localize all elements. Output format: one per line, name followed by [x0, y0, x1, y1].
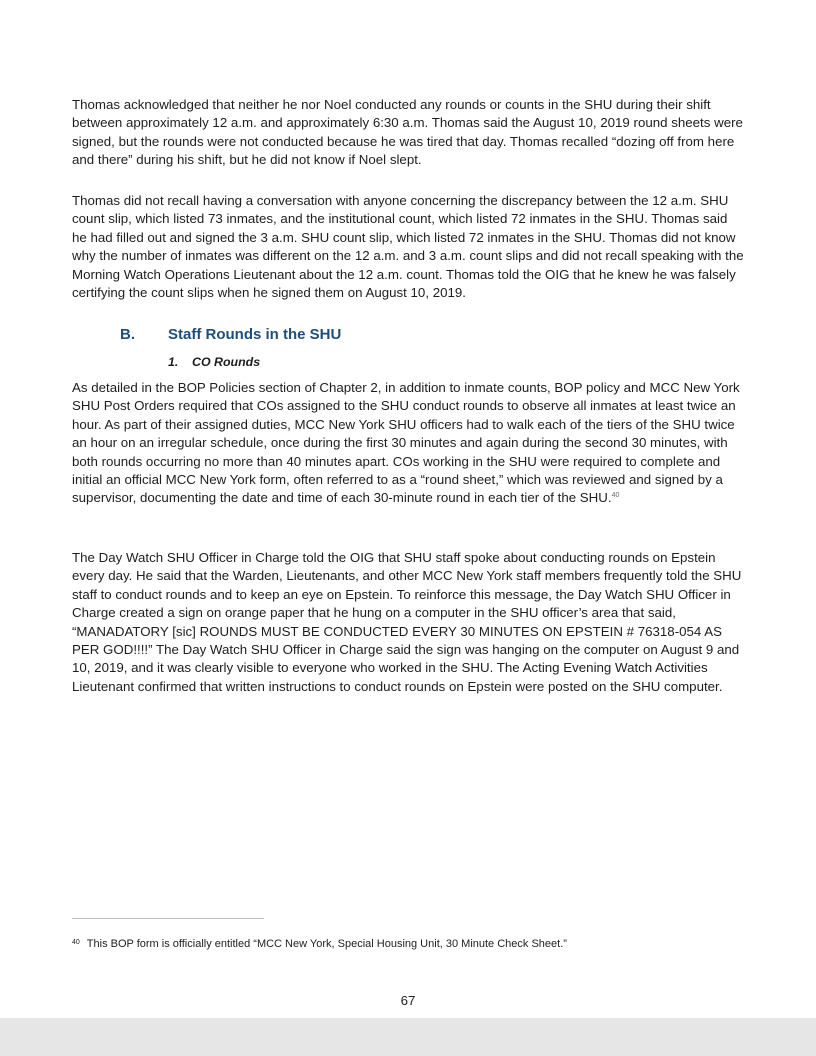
- footnote: [72, 936, 744, 951]
- section-heading: [120, 326, 341, 343]
- section-letter: B.: [120, 326, 135, 343]
- paragraph-co-rounds: [72, 379, 744, 508]
- paragraph-co-rounds-text: As detailed in the BOP Policies section of Chapter 2, in addition to inmate counts, BOP policy and MCC New York SHU Post Orders required that COs assigned to the SHU conduct rounds to observe all inmates at least twice an hour. As part of their assigned duties, MCC New York SHU officers had to walk each of the tiers of the SHU twice an hour on an irregular schedule, once during the first 30 minutes and again during the second 30 minutes, with both rounds occurring no more than 40 minutes apart. COs working in the SHU were required to complete and initial an official MCC New York form, often referred to as a “round sheet,” which was reviewed and signed by a supervisor, documenting the date and time of each 30-minute round in each tier of the SHU.: [72, 380, 740, 506]
- page-number: 67: [400, 993, 416, 1008]
- subsection-number: 1.: [168, 355, 179, 369]
- footnote-reference: 40: [611, 492, 620, 500]
- footnote-text: This BOP form is officially entitled “MCC New York, Special Housing Unit, 30 Minute Check Sheet.”: [86, 938, 567, 950]
- footnote-separator: [72, 918, 264, 919]
- subsection-title: CO Rounds: [192, 355, 261, 369]
- footnote-number: 40: [72, 939, 80, 946]
- paragraph-count-discrepancy: Thomas did not recall having a conversation with anyone concerning the discrepancy between the 12 a.m. SHU count slip, which listed 73 inmates, and the institutional count, which listed 72 inmates in the SHU. Thomas said he had filled out and signed the 3 a.m. SHU count slip, which listed 72 inmates in the SHU. Thomas did not know why the number of inmates was different on the 12 a.m. and 3 a.m. count slips and did not recall speaking with the Morning Watch Operations Lieutenant about the 12 a.m. count. Thomas told the OIG that he knew he was falsely certifying the count slips when he signed them on August 10, 2019.: [72, 193, 744, 301]
- paragraph-rounds-sign: The Day Watch SHU Officer in Charge told the OIG that SHU staff spoke about conducting rounds on Epstein every day. He said that the Warden, Lieutenants, and other MCC New York staff members frequently told the SHU staff to conduct rounds and to keep an eye on Epstein. To reinforce this message, the Day Watch SHU Officer in Charge created a sign on orange paper that he hung on a computer in the SHU officer’s area that said, “MANADATORY [sic] ROUNDS MUST BE CONDUCTED EVERY 30 MINUTES ON EPSTEIN # 76318-054 AS PER GOD!!!!” The Day Watch SHU Officer in Charge said the sign was hanging on the computer on August 9 and 10, 2019, and it was clearly visible to everyone who worked in the SHU. The Acting Evening Watch Activities Lieutenant confirmed that written instructions to conduct rounds on Epstein were posted on the SHU computer.: [72, 550, 742, 694]
- paragraph-thomas-rounds: Thomas acknowledged that neither he nor Noel conducted any rounds or counts in the SHU during their shift between approximately 12 a.m. and approximately 6:30 a.m. Thomas said the August 10, 2019 round sheets were signed, but the rounds were not conducted because he was tired that day. Thomas recalled “dozing off from here and there” during his shift, but he did not know if Noel slept.: [72, 97, 743, 168]
- subsection-heading: [168, 355, 260, 369]
- section-title: Staff Rounds in the SHU: [168, 326, 342, 343]
